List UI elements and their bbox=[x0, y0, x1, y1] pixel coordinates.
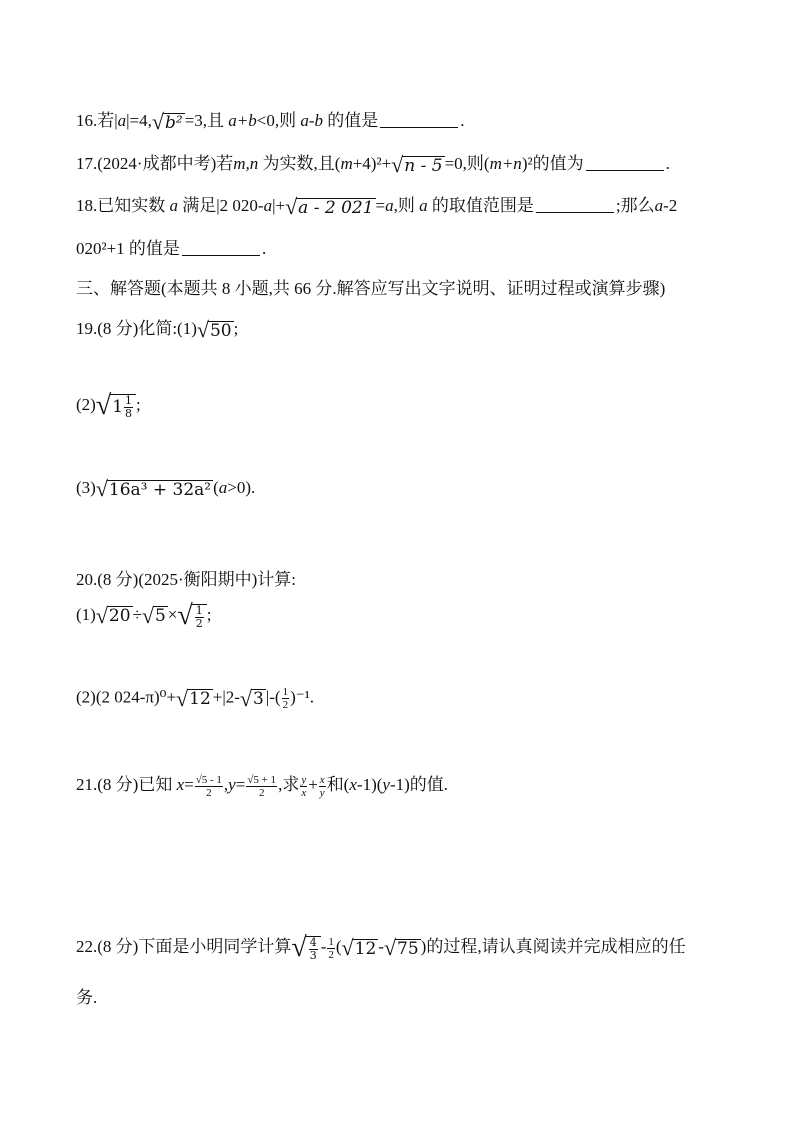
radical: √ n - 5 bbox=[391, 152, 443, 178]
radical: √ 12 bbox=[341, 935, 377, 961]
question-21: 21.(8 分)已知 x= $\frac{√5 - 1}{2}$ ,y= $\frac{√5 + 1}{2}$ ,求 $\frac{y}{x}$ + $\frac{x}{y}$ 和(x-1)(y-1)的值. bbox=[76, 773, 449, 799]
question-number: 21. bbox=[76, 775, 98, 794]
fraction: $\frac{x}{y}$ bbox=[319, 773, 325, 799]
fraction: $\frac{√5 + 1}{2}$ bbox=[247, 773, 277, 799]
section-heading: 三、解答题(本题共 8 小题,共 66 分.解答应写出文字说明、证明过程或演算步骤) bbox=[76, 279, 666, 298]
fraction: $\frac{y}{x}$ bbox=[301, 773, 307, 799]
question-number: 19. bbox=[76, 319, 98, 338]
question-18-continued: 020²+1 的值是 . bbox=[76, 239, 267, 258]
radical: √ $\frac{4}{3}$ bbox=[291, 934, 320, 962]
radical: √ $\frac{1}{2}$ bbox=[177, 602, 206, 630]
answer-blank[interactable] bbox=[586, 170, 664, 171]
fraction: $\frac{√5 - 1}{2}$ bbox=[195, 773, 222, 799]
answer-blank[interactable] bbox=[182, 255, 260, 256]
radical: √ 50 bbox=[196, 317, 232, 343]
question-number: 17. bbox=[76, 154, 98, 173]
fraction: $\frac{1}{2}$ bbox=[282, 686, 289, 712]
question-22-continued: 务. bbox=[76, 988, 98, 1007]
question-20-part-1: (1) √ 20 ÷ √ 5 × √ $\frac{1}{2}$ ; bbox=[76, 600, 212, 631]
fraction: $\frac{1}{2}$ bbox=[328, 935, 334, 961]
question-number: 16. bbox=[76, 111, 98, 130]
question-20: 20.(8 分)(2025·衡阳期中)计算: bbox=[76, 570, 297, 589]
answer-blank[interactable] bbox=[536, 212, 614, 213]
question-number: 20. bbox=[76, 570, 98, 589]
radical: √ 75 bbox=[383, 935, 419, 961]
question-19: 19.(8 分)化简:(1) √ 50 ; bbox=[76, 317, 239, 343]
radical: √ 20 bbox=[95, 603, 131, 628]
question-17: 17.(2024·成都中考)若m,n 为实数,且(m+4)²+ √ n - 5 =0,则(m+n)²的值为 . bbox=[76, 152, 670, 178]
radical: √ 12 bbox=[176, 685, 211, 711]
radical: √ 5 bbox=[141, 603, 166, 628]
radical: √ a - 2 021 bbox=[285, 194, 374, 220]
question-18: 18.已知实数 a 满足|2 020-a|+ √ a - 2 021 =a,则 a 的取值范围是 ;那么a-2 bbox=[76, 194, 678, 220]
answer-blank[interactable] bbox=[380, 127, 458, 128]
question-19-part-3: (3) √ 16a³ + 32a² (a>0). bbox=[76, 476, 256, 502]
question-number: 18. bbox=[76, 196, 98, 215]
radical: √ 3 bbox=[239, 685, 264, 711]
question-20-part-2: (2)(2 024-π)⁰+ √ 12 +|2- √ 3 |-( $\frac{1}{2}$ )⁻¹. bbox=[76, 685, 315, 712]
question-number: 22. bbox=[76, 937, 98, 956]
question-22: 22.(8 分)下面是小明同学计算 √ $\frac{4}{3}$ - $\frac{1}{2}$ ( √ 12 - √ 75 )的过程,请认真阅读并完成相应的任 bbox=[76, 932, 686, 964]
radical: √ 16a³ + 32a² bbox=[95, 476, 212, 502]
question-16: 16.若|a|=4, √ b² =3,且 a+b<0,则 a-b 的值是 . bbox=[76, 109, 465, 135]
radical: √ b² bbox=[151, 109, 183, 135]
question-19-part-2: (2) √ 1 $\frac{1}{8}$ ; bbox=[76, 390, 141, 421]
radical: √ 1 $\frac{1}{8}$ bbox=[96, 392, 136, 420]
